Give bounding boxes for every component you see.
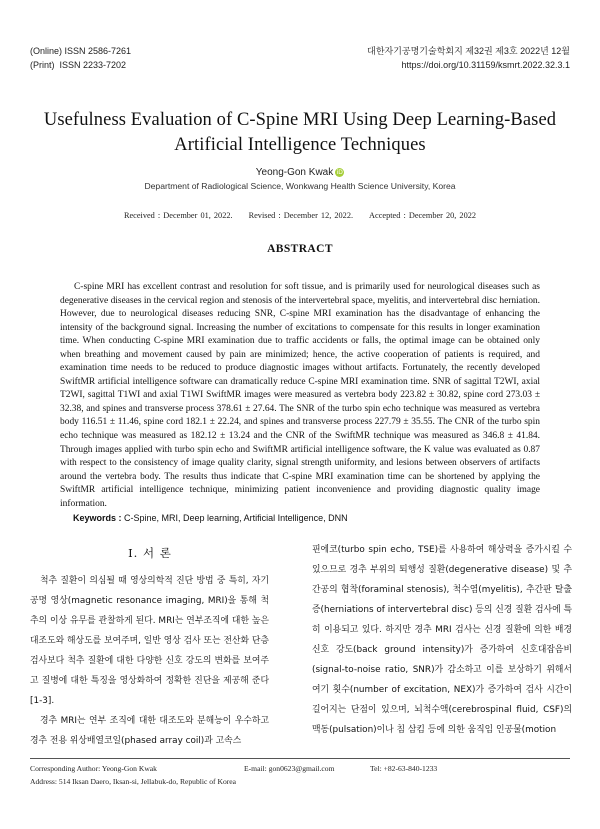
journal-volume-info: 대한자기공명기술학회지 제32권 제3호 2022년 12월 xyxy=(367,46,570,56)
body-paragraph: 경추 MRI는 연부 조직에 대한 대조도와 분해능이 우수하고 경추 전용 위상배열코일(phased array coil)과 고속스 xyxy=(30,716,269,746)
body-column-right xyxy=(312,540,572,740)
revised-date: Revised : December 12, 2022. xyxy=(248,211,354,220)
title-line-1: Usefulness Evaluation of C-Spine MRI Using Deep Learning-Based xyxy=(43,110,557,130)
journal-issn-block xyxy=(30,44,131,72)
received-date: Received : December 01, 2022. xyxy=(123,211,233,220)
body-column-left xyxy=(30,571,269,751)
abstract-heading: ABSTRACT xyxy=(267,243,333,255)
footer-divider xyxy=(30,758,570,759)
keywords-label: Keywords : xyxy=(73,513,122,523)
author-line xyxy=(0,167,600,178)
title-line-2: Artificial Intelligence Techniques xyxy=(174,135,426,155)
orcid-icon[interactable]: iD xyxy=(336,169,343,176)
journal-citation-block xyxy=(367,44,570,72)
correspondence-footer xyxy=(30,762,570,788)
submission-dates xyxy=(0,211,600,220)
paper-title xyxy=(30,108,570,158)
author-email[interactable]: E-mail: gon0623@gmail.com xyxy=(244,764,335,773)
abstract-text: C-spine MRI has excellent contrast and resolution for soft tissue, and is primarily used for neurological diseases such as degenerative diseases in the cervical region and stenosis of the intervertebral space, myelitis, and intervertebral disc herniation. However, due to neurological diseases reducing SNR, C-spine MRI examination has the disadvantage of enhancing the intensity of the background signal. Increasing the number of excitations to compensate for this results in longer examination time. When conducting C-spine MRI examination due to traffic accidents or falls, the optimal image can be obtained only when breathing and movement caused by pain are minimized; hence, the active cooperation of patients is required, and examination time needs to be reduced to produce diagnostic images without artifacts. Fortunately, the recently developed SwiftMR artificial intelligence software can dramatically reduce C-spine MRI examination time. SNR of sagittal T2WI, axial T2WI, sagittal T1WI and axial T1WI SwiftMR images were measured as vertebra body 223.82 ± 30.82, spine cord 273.03 ± 32.38, and spines and transverse process 378.61 ± 27.64. The SNR of the turbo spin echo technique was measured as vertebra body 116.51 ± 11.46, spine cord 182.1 ± 22.24, and spines and transverse process 227.79 ± 35.55. The CNR of the turbo spin echo technique was measured as 182.12 ± 13.24 and the CNR of the SwiftMR technique was measured as 346.8 ± 41.84. Through images applied with turbo spin echo and SwiftMR artificial intelligence software, the K value was evaluated as 0.87 with respect to the consistency of image quality clarity, signal strength uniformity, and lesions between observers of artifacts around the vertebra body. The results thus indicate that C-spine MRI examination time can be shortened by applying the SwiftMR artificial intelligence technique, minimizing patient inconvenience and providing diagnostic quality image information. xyxy=(60,282,540,509)
keywords-line xyxy=(73,513,553,523)
body-paragraph: 척추 질환이 의심될 때 영상의학적 진단 방법 중 특히, 자기 공명 영상(magnetic resonance imaging, MRI)을 통해 척추의 이상 유무를 관찰하게 된다. MRI는 연부조직에 대한 높은 대조도와 해상도를 보여주며, 일반 영상 검사 또는 전산화 단층 검사보다 척추 질환에 대한 다양한 신호 강도의 변화를 보여주고 질병에 대한 특징을 영상화하여 정확한 진단을 제공해 준다[1-3]. xyxy=(30,576,269,706)
online-issn: (Online) ISSN 2586-7261 xyxy=(30,46,132,56)
section-heading-introduction: Ⅰ. 서 론 xyxy=(128,546,172,560)
print-issn: (Print) ISSN 2233-7202 xyxy=(30,60,127,70)
author-phone: Tel: +82-63-840-1233 xyxy=(370,764,438,773)
author-name: Yeong-Gon Kwak xyxy=(255,167,334,178)
doi-link[interactable]: https://doi.org/10.31159/ksmrt.2022.32.3.1 xyxy=(401,60,570,70)
author-address: Address: 514 Iksan Daero, Iksan-si, Jellabuk-do, Republic of Korea xyxy=(30,777,237,786)
corresponding-author: Corresponding Author: Yeong-Gon Kwak xyxy=(30,764,157,773)
affiliation: Department of Radiological Science, Wonkwang Health Science University, Korea xyxy=(144,181,456,191)
accepted-date: Accepted : December 20, 2022 xyxy=(369,211,477,220)
body-paragraph: 핀에코(turbo spin echo, TSE)를 사용하여 해상력을 증가시킬 수 있으므로 경추 부위의 퇴행성 질환(degenerative disease) 및 추간공의 협착(foraminal stenosis), 척수염(myelitis), 추간판 탈출증(herniations of intervertebral disc) 등의 신경 질환 검사에 특히 이용되고 있다. 하지만 경추 MRI 검사는 신경 질환에 의한 배경 신호 강도(back ground intensity)가 증가하여 신호대잡음비(signal-to-noise ratio, SNR)가 감소하고 이를 보상하기 위해서 여기 횟수(number of excitation, NEX)가 증가하여 검사 시간이 길어지는 단점이 있으며, 뇌척수액(cerebrospinal fluid, CSF)의 맥동(pulsation)이나 침 삼킴 등에 의한 움직임 인공물(motion xyxy=(312,545,572,735)
keywords-text: C-Spine, MRI, Deep learning, Artificial Intelligence, DNN xyxy=(124,513,348,523)
